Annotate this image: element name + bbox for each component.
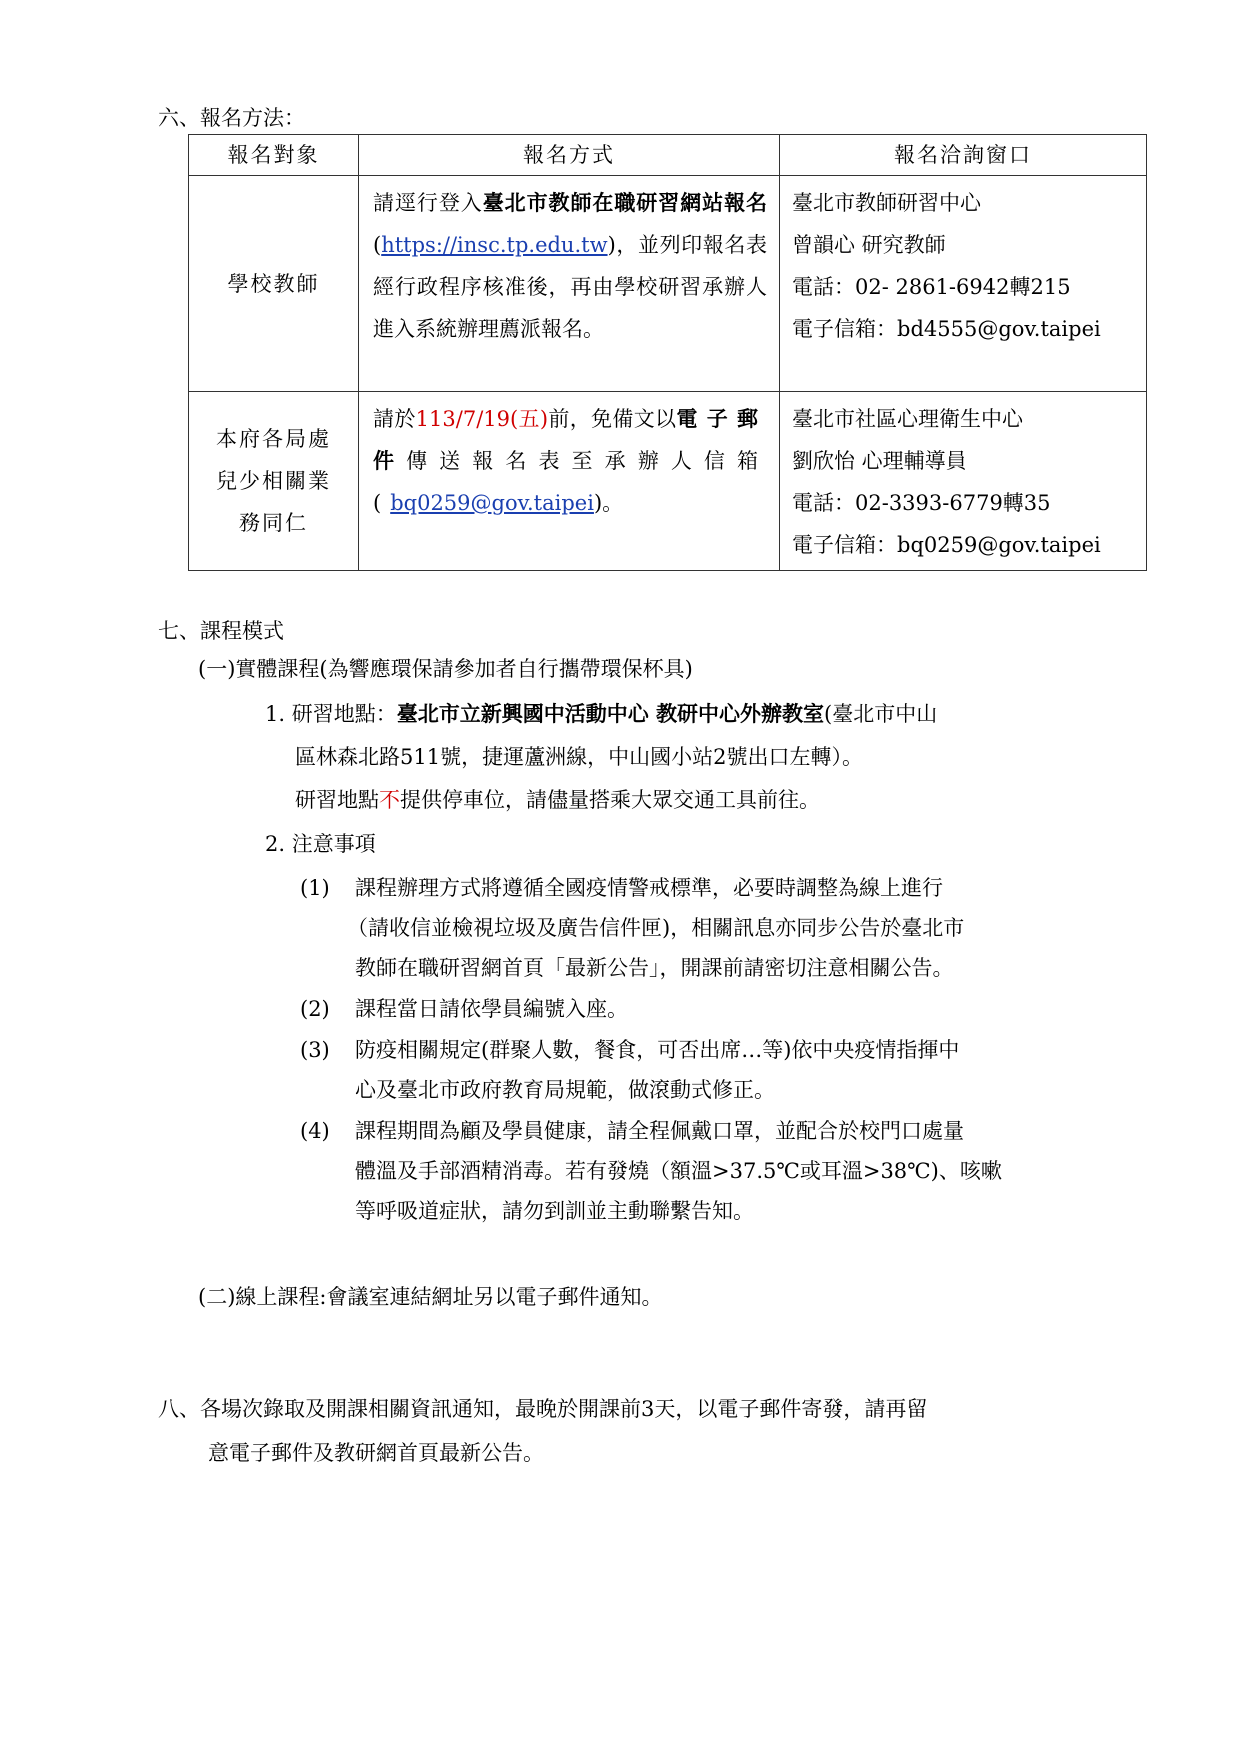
note-line: 課程當日請依學員編號入座。 [355,997,628,1021]
note-line: （請收信並檢視垃圾及廣告信件匣)，相關訊息亦同步公告於臺北市 [347,916,965,940]
note-number: (4) [300,1119,330,1143]
section-8-line-1: 八、各場次錄取及開課相關資訊通知，最晚於開課前3天，以電子郵件寄發，請再留 [158,1397,928,1421]
method-cell [359,392,780,571]
section-6-heading: 六、報名方法： [158,106,305,130]
header-method: 報名方式 [359,135,780,176]
note-number: (1) [300,876,330,900]
target-text: 兒少相關業 [216,469,331,493]
header-contact: 報名洽詢窗口 [780,135,1147,176]
contact-person: 曾韻心 研究教師 [792,233,946,257]
site-url-link[interactable]: https://insc.tp.edu.tw [381,233,608,257]
item-number: 1. [265,702,286,726]
method-text: 傳送報名表至承辦人信箱( [373,449,768,515]
sub-heading-physical: (一)實體課程(為響應環保請參加者自行攜帶環保杯具) [198,657,693,681]
contact-org: 臺北市教師研習中心 [792,191,981,215]
contact-phone: 電話：02- 2861-6942轉215 [792,275,1071,299]
contact-email: 電子信箱：bd4555@gov.taipei [792,317,1101,341]
table-row [189,392,1147,571]
note-number: (3) [300,1038,330,1062]
target-cell [189,176,359,392]
header-target: 報名對象 [189,135,359,176]
email-link[interactable]: bq0259@gov.taipei [390,491,594,515]
parking-text: 研習地點 [295,788,379,812]
contact-cell [780,176,1147,392]
note-line: 防疫相關規定(群聚人數，餐食，可否出席…等)依中央疫情指揮中 [355,1038,960,1062]
item-1-line-2: 區林森北路511號，捷運蘆洲線，中山國小站2號出口左轉）。 [295,745,863,769]
method-cell [359,176,780,392]
item-1-line-3 [295,786,820,814]
note-line: 等呼吸道症狀，請勿到訓並主動聯繫告知。 [355,1199,754,1223]
venue-name: 臺北市立新興國中活動中心 教研中心外辦教室 [396,701,825,726]
deadline-date: 113/7/19(五) [415,407,549,431]
section-8-line-2: 意電子郵件及教研網首頁最新公告。 [208,1441,544,1465]
registration-table [188,134,1147,571]
table-header-row [189,135,1147,176]
target-text: 務同仁 [239,511,308,535]
method-text: ( [373,233,382,257]
email-emphasis: 電子郵件 [373,406,768,473]
method-text: )。 [593,491,624,515]
contact-org: 臺北市社區心理衛生中心 [792,407,1023,431]
venue-address: (臺北市中山 [824,702,938,726]
method-text: 請逕行登入 [373,191,483,215]
contact-person: 劉欣怡 心理輔導員 [792,449,967,473]
parking-text: 提供停車位，請儘量搭乘大眾交通工具前往。 [400,788,820,812]
target-text: 學校教師 [227,271,320,296]
site-name: 臺北市教師在職研習網站報名 [482,190,768,215]
method-text: 請於 [373,407,416,431]
target-cell [189,392,359,571]
contact-phone: 電話：02-3393-6779轉35 [792,491,1051,515]
note-line: 教師在職研習網首頁「最新公告」，開課前請密切注意相關公告。 [355,956,954,980]
note-line: 課程期間為顧及學員健康，請全程佩戴口罩，並配合於校門口處量 [355,1119,964,1143]
sub-heading-online: (二)線上課程:會議室連結網址另以電子郵件通知。 [198,1285,663,1309]
method-text: 前，免備文以 [548,407,677,431]
item-2-heading: 2. 注意事項 [265,832,376,856]
note-line: 心及臺北市政府教育局規範，做滾動式修正。 [355,1078,775,1102]
note-line: 課程辦理方式將遵循全國疫情警戒標準，必要時調整為線上進行 [355,876,943,900]
contact-cell [780,392,1147,571]
section-7-heading: 七、課程模式 [158,619,284,643]
parking-not: 不 [379,788,400,812]
note-number: (2) [300,997,330,1021]
contact-email: 電子信箱：bq0259@gov.taipei [792,533,1101,557]
venue-label: 研習地點： [291,702,397,726]
item-1-line-1 [265,700,937,728]
table-row [189,176,1147,392]
method-text: )，並列印報名表經行政程序核准後，再由學校研習承辦人進入系統辦理薦派報名。 [373,233,767,341]
note-line: 體溫及手部酒精消毒。若有發燒（額溫>37.5℃或耳溫>38℃)、咳嗽 [355,1159,1002,1183]
target-text: 本府各局處 [216,427,331,451]
